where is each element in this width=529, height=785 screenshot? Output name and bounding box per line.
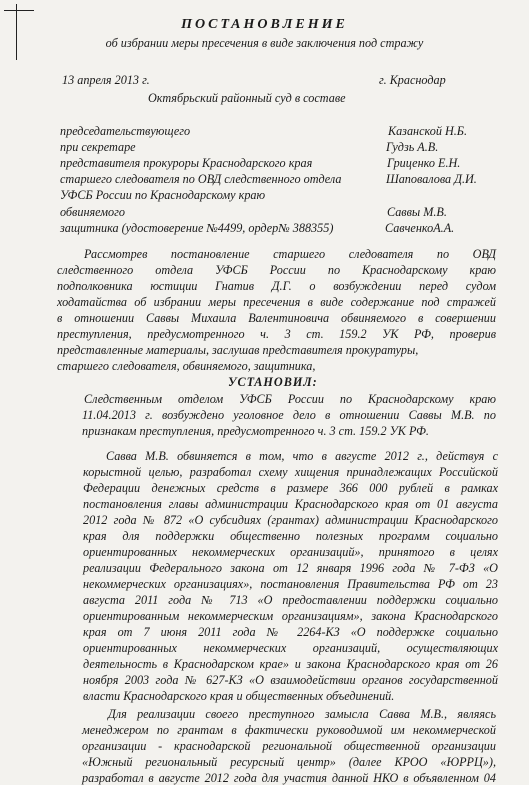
intro-line: преступления, предусмотренного ч. 3 ст. 159.2 УК РФ, проверив <box>57 327 496 341</box>
body2-line: организации - краснодарской региональной общественной организации <box>82 739 496 753</box>
section-heading: УСТАНОВИЛ: <box>228 375 318 389</box>
document-date: 13 апреля 2013 г. <box>62 73 150 87</box>
body-line: постановления главы администрации Краснодарского края от 01 августа <box>83 497 498 511</box>
body-line: реализации Федерального закона от 12 января 1996 года № 7-ФЗ «О <box>83 561 498 575</box>
participant-role: старшего следователя по ОВД следственного отдела <box>60 172 342 186</box>
body-line: Федерации денежных средств в размере 366 000 рублей в рамках <box>83 481 498 495</box>
intro-line: в отношении Саввы Михаила Валентиновича обвиняемого в совершении <box>57 311 496 325</box>
body-line: 2012 года № 872 «О субсидиях (грантах) администрации Краснодарского <box>83 513 498 527</box>
body-line: края для поддержки общественно полезных программ социально <box>83 529 498 543</box>
intro-line: представленные материалы, заслушав представителя прокуратуры, <box>57 343 419 357</box>
body2-line: разработал в августе 2012 года для участия данной НКО в объявленном 04 <box>82 771 496 785</box>
crop-mark-horizontal <box>4 10 34 11</box>
body-line: ориентированным некоммерческим организациям», закона Краснодарского <box>83 609 498 623</box>
intro-line: следственного отдела УФСБ России по Краснодарскому краю <box>57 263 496 277</box>
body-line: края от 7 июня 2011 года № 2264-КЗ «О поддержке социально <box>83 625 498 639</box>
participant-name: Саввы М.В. <box>387 205 447 219</box>
body2-line: «Южный региональный ресурсный центр» (далее КРОО «ЮРРЦ»), <box>82 755 496 769</box>
participant-name: Гриценко Е.Н. <box>387 156 461 170</box>
body2-line: Для реализации своего преступного замысла Савва М.В., являясь <box>108 707 496 721</box>
body-line: ориентированных некоммерческих организаций», принятого в целях <box>83 545 498 559</box>
participant-role: председательствующего <box>60 124 191 138</box>
participant-name: СавченкоА.А. <box>385 221 455 235</box>
participant-name: Гудзь А.В. <box>386 140 439 154</box>
body-line: корыстной целью, разработал схему хищения принадлежащих Российской <box>83 465 498 479</box>
body-line: ориентированных некоммерческих организаций, осуществляющих <box>83 641 498 655</box>
body-line: деятельность в Краснодарском крае» и закона Краснодарского края от 26 <box>83 657 498 671</box>
participant-name: Казанской Н.Б. <box>388 124 468 138</box>
participant-role: представителя прокуроры Краснодарского края <box>60 156 313 170</box>
participant-role: обвиняемого <box>60 205 125 219</box>
body-line: власти Краснодарского края и общественных объединений. <box>83 689 395 703</box>
court-composition: Октябрьский районный суд в составе <box>148 91 346 105</box>
participant-role: защитника (удостоверение №4499, ордер№ 388355) <box>60 221 334 235</box>
intro-line: подполковника юстиции Гнатив Д.Г. о возбуждении перед судом <box>57 279 496 293</box>
crop-mark-vertical <box>16 4 17 60</box>
established-line: признакам преступления, предусмотренного ч. 3 ст. 159.2 УК РФ. <box>82 424 429 438</box>
body2-line: менеджером по грантам в фактически руководимой им некоммерческой <box>82 723 496 737</box>
intro-line: Рассмотрев постановление старшего следователя по ОВД <box>84 247 496 261</box>
body-line: ноября 2003 года № 627-КЗ «О взаимодействии органов государственной <box>83 673 498 687</box>
document-city: г. Краснодар <box>379 73 446 87</box>
participant-role: УФСБ России по Краснодарскому краю <box>60 188 266 202</box>
document-title: ПОСТАНОВЛЕНИЕ <box>181 17 348 32</box>
intro-line: старшего следователя, обвиняемого, защитника, <box>57 359 316 373</box>
body-line: августа 2011 года № 713 «О предоставлении поддержки социально <box>83 593 498 607</box>
participant-role: при секретаре <box>60 140 136 154</box>
participant-name: Шаповалова Д.И. <box>386 172 477 186</box>
established-line: 11.04.2013 г. возбуждено уголовное дело в отношении Саввы М.В. по <box>82 408 496 422</box>
body-line: Савва М.В. обвиняется в том, что в августе 2012 г., действуя с <box>106 449 498 463</box>
document-subtitle: об избрании меры пресечения в виде заключения под стражу <box>105 36 424 50</box>
intro-line: ходатайства об избрании меры пресечения в виде содержание под стражей <box>57 295 496 309</box>
body-line: некоммерческих организациях», постановления Правительства РФ от 23 <box>83 577 498 591</box>
established-line: Следственным отделом УФСБ России по Краснодарскому краю <box>84 392 496 406</box>
